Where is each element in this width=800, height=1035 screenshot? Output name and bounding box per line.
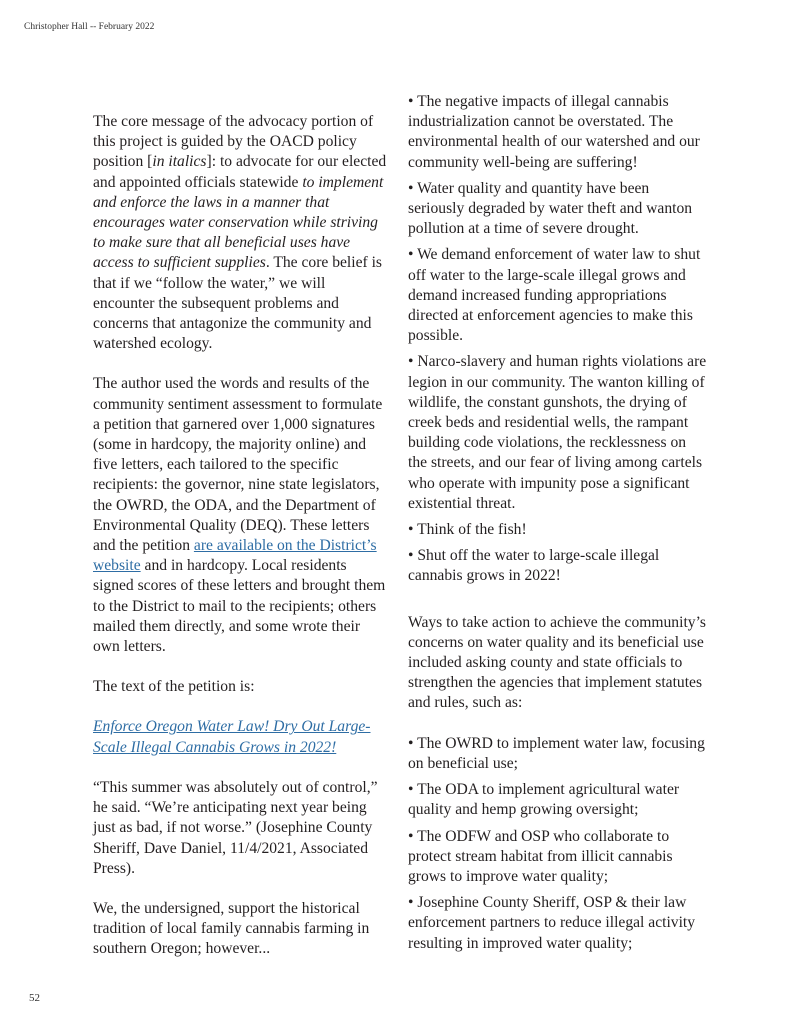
running-header: Christopher Hall -- February 2022	[24, 22, 155, 32]
petition-title-link[interactable]: Enforce Oregon Water Law! Dry Out Large-Scale Illegal Cannabis Grows in 2022!	[93, 718, 371, 756]
list-item: • Narco-slavery and human rights violations are legion in our community. The wanton killing of wildlife, the constant gunshots, the drying of creek beds and residential wells, the rampant building code violations, the recklessness on the streets, and our fear of living among cartels who operate with impunity pose a significant existential threat.	[408, 353, 707, 512]
ways-paragraph: Ways to take action to achieve the community’s concerns on water quality and its beneficial use included asking county and state officials to strengthen the agencies that implement statutes and rules, such as:	[408, 613, 706, 712]
text-span: . The core belief is that if we “follow the water,” we will encounter the subsequent problems and concerns that antagonize the community and watershed ecology.	[93, 254, 382, 353]
list-item: • Josephine County Sheriff, OSP & their law enforcement partners to reduce illegal activity resulting in improved water quality;	[408, 894, 696, 952]
list-item: • Think of the fish!	[408, 521, 527, 539]
right-column	[408, 92, 708, 960]
petition-body-start: We, the undersigned, support the historical tradition of local family cannabis farming in southern Oregon; however...	[93, 899, 370, 958]
petition-paragraph	[93, 374, 389, 657]
policy-quote-italic: to implement and enforce the laws in a manner that encourages water conservation while striving to make sure that all beneficial uses have access to sufficient supplies	[93, 173, 384, 272]
policy-paragraph	[93, 112, 389, 354]
list-item: • The OWRD to implement water law, focusing on beneficial use;	[408, 734, 705, 772]
list-item: • The negative impacts of illegal cannabis industrialization cannot be overstated. The environmental health of our watershed and our community well-being are suffering!	[408, 93, 700, 171]
text-span: The core message of the advocacy portion of this project is guided by the OACD policy position [	[93, 113, 374, 171]
text-span: ]: to advocate for our elected and appointed officials statewide	[93, 153, 387, 191]
agency-bullets	[408, 734, 708, 954]
petition-intro: The text of the petition is:	[93, 678, 255, 696]
page-number: 52	[29, 992, 40, 1004]
petition-title	[93, 717, 389, 757]
left-column	[93, 112, 389, 960]
district-website-link[interactable]: are available on the District’s website	[93, 537, 377, 575]
text-span: The author used the words and results of the community sentiment assessment to formulate a petition that garnered over 1,000 signatures (some in hardcopy, the majority online) and five letters, each tailored to the specific recipients: the governor, nine state legislators, the OWRD, the ODA, and the Department of Environmental Quality (DEQ). These letters and the petition	[93, 375, 383, 555]
sheriff-quote: “This summer was absolutely out of control,” he said. “We’re anticipating next year being just as bad, if not worse.” (Josephine County Sheriff, Dave Daniel, 11/4/2021, Associated Press).	[93, 778, 378, 877]
petition-bullets	[408, 92, 708, 587]
list-item: • We demand enforcement of water law to shut off water to the large-scale illegal grows and demand increased funding appropriations directed at enforcement agencies to make this possible.	[408, 246, 701, 345]
list-item: • Shut off the water to large-scale illegal cannabis grows in 2022!	[408, 547, 660, 585]
text-span: and in hardcopy. Local residents signed scores of these letters and brought them to the District to mail to the recipients; others mailed them directly, and some wrote their own letters.	[93, 557, 386, 656]
list-item: • The ODA to implement agricultural water quality and hemp growing oversight;	[408, 781, 680, 819]
list-item: • Water quality and quantity have been seriously degraded by water theft and wanton pollution at a time of severe drought.	[408, 179, 693, 238]
list-item: • The ODFW and OSP who collaborate to protect stream habitat from illicit cannabis grows to improve water quality;	[408, 827, 673, 885]
italic-span: in italics	[152, 153, 207, 171]
